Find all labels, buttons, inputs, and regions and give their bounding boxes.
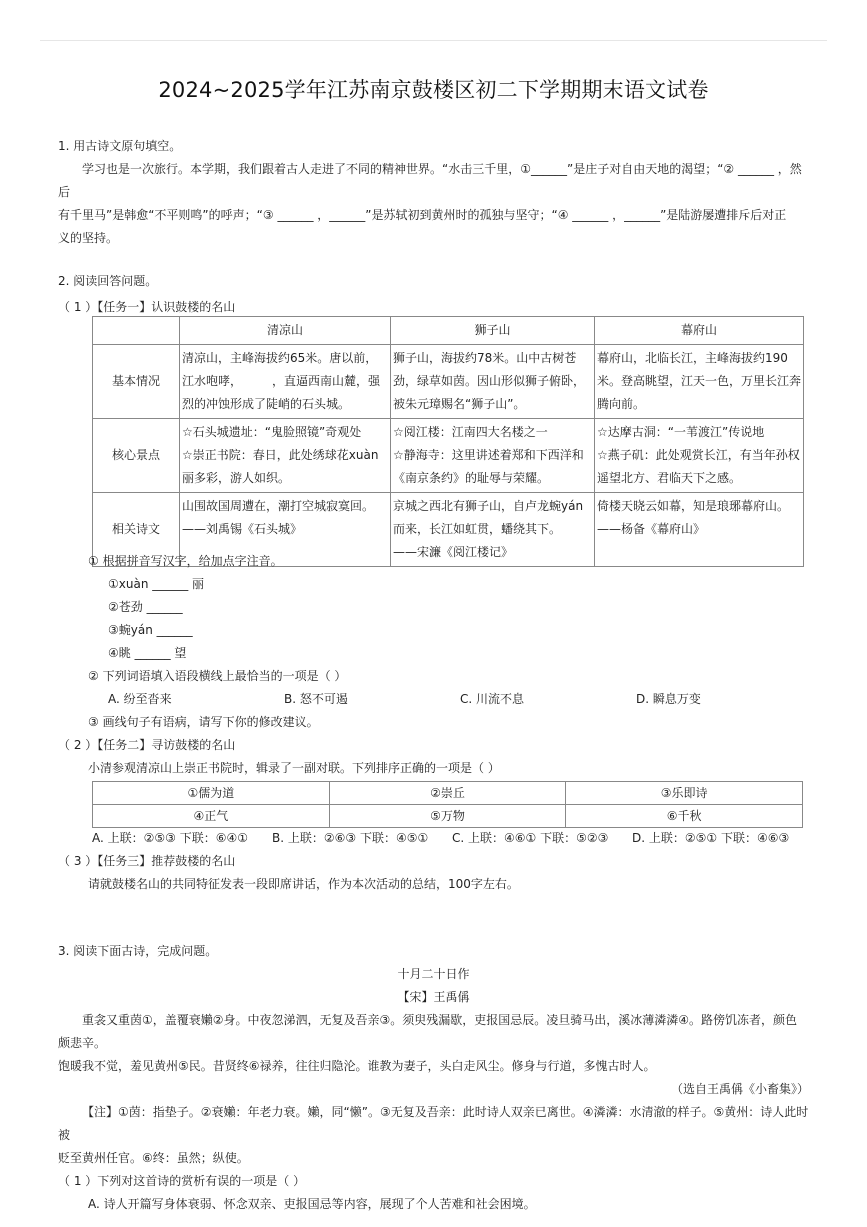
table-header-cell: 狮子山 bbox=[391, 317, 595, 345]
table-cell: 京城之西北有狮子山，自卢龙蜿yán而来，长江如虹贯，蟠绕其下。 ——宋濂《阅江楼记》 bbox=[391, 493, 595, 567]
question-1-line-2: 有千里马”是韩愈“不平则鸣”的呼声；“③ ______ ，______”是苏轼初到黄州时的孤独与坚守；“④ ______ ，______”是陆游屡遭排斥后对正 bbox=[58, 208, 787, 222]
table-row bbox=[93, 345, 804, 419]
question-2-heading: 2. 阅读回答问题。 bbox=[58, 274, 158, 288]
option-d[interactable]: D. 瞬息万变 bbox=[636, 692, 701, 706]
poem-line-2: 饱暖我不觉，羞见黄州⑤民。昔贤终⑥禄养，往往归隐沦。谁教为妻子，头白走风尘。修身与行道，多愧古时人。 bbox=[58, 1059, 656, 1073]
table-cell: 清凉山，主峰海拔约65米。唐以前，江水咆哮， ，直逼西南山麓，强烈的冲蚀形成了陡峭的石头城。 bbox=[180, 345, 391, 419]
table-row bbox=[93, 419, 804, 493]
table-row bbox=[93, 782, 803, 805]
option-c[interactable]: C. 上联：④⑥① 下联：⑤②③ bbox=[452, 831, 609, 845]
question-3-sub-1: （ 1 ）下列对这首诗的赏析有误的一项是（ ） bbox=[58, 1174, 306, 1188]
option-b[interactable]: B. 怒不可遏 bbox=[284, 692, 348, 706]
couplet-table bbox=[92, 781, 803, 828]
task-3-text: 请就鼓楼名山的共同特征发表一段即席讲话，作为本次活动的总结，100字左右。 bbox=[88, 877, 519, 891]
row-label: 相关诗文 bbox=[93, 493, 180, 567]
task-3-heading: （ 3 ）【任务三】推荐鼓楼的名山 bbox=[58, 854, 236, 868]
poem-source: （选自王禹偁《小畜集》） bbox=[670, 1082, 809, 1096]
table-cell: ①儒为道 bbox=[93, 782, 330, 805]
task-2-3 bbox=[58, 827, 809, 896]
task-2-options bbox=[58, 827, 809, 850]
question-3-heading: 3. 阅读下面古诗，完成问题。 bbox=[58, 944, 218, 958]
option-a[interactable]: A. 诗人开篇写身体衰弱、怀念双亲、吏报国忌等内容，展现了个人苦难和社会困境。 bbox=[88, 1197, 536, 1211]
table-header-row bbox=[93, 317, 804, 345]
header-divider bbox=[40, 40, 827, 41]
task-1-subquestions bbox=[58, 550, 809, 780]
subquestion-2-options bbox=[58, 688, 809, 711]
table-cell: 山围故国周遭在，潮打空城寂寞回。 ——刘禹锡《石头城》 bbox=[180, 493, 391, 567]
table-cell: ☆阅江楼：江南四大名楼之一 ☆静海寺：这里讲述着郑和下西洋和《南京条约》的耻辱与荣耀。 bbox=[391, 419, 595, 493]
table-cell: 幕府山，北临长江，主峰海拔约190米。登高眺望，江天一色，万里长江奔腾向前。 bbox=[595, 345, 804, 419]
question-1-line-3: 义的坚持。 bbox=[58, 231, 119, 245]
subquestion-3: ③ 画线句子有语病，请写下你的修改建议。 bbox=[88, 715, 319, 729]
table-header-cell: 幕府山 bbox=[595, 317, 804, 345]
question-1-line-1: 学习也是一次旅行。本学期，我们跟着古人走进了不同的精神世界。“水击三千里，①______”是庄子对自由天地的渴望；“② ______ ，然后 bbox=[58, 162, 802, 199]
question-1-heading: 1. 用古诗文原句填空。 bbox=[58, 139, 182, 153]
task-1-heading: （ 1 ）【任务一】认识鼓楼的名山 bbox=[58, 300, 236, 314]
table-cell: 倚楼天晓云如幕，知是琅琊幕府山。 ——杨备《幕府山》 bbox=[595, 493, 804, 567]
table-cell: ☆石头城遗址：“鬼脸照镜”奇观处 ☆崇正书院：春日，此处绣球花xuàn丽多彩，游人如织。 bbox=[180, 419, 391, 493]
subquestion-1: ① 根据拼音写汉字，给加点字注音。 bbox=[88, 554, 283, 568]
option-a[interactable]: A. 上联：②⑤③ 下联：⑥④① bbox=[92, 831, 248, 845]
mountains-table bbox=[92, 316, 804, 567]
option-d[interactable]: D. 上联：②⑤① 下联：④⑥③ bbox=[632, 831, 790, 845]
task-2-heading: （ 2 ）【任务二】寻访鼓楼的名山 bbox=[58, 738, 236, 752]
row-label: 核心景点 bbox=[93, 419, 180, 493]
row-label: 基本情况 bbox=[93, 345, 180, 419]
pinyin-item: ②苍劲 ______ bbox=[108, 600, 183, 614]
question-1 bbox=[58, 135, 809, 250]
question-2 bbox=[58, 270, 809, 319]
option-b[interactable]: B. 上联：②⑥③ 下联：④⑤① bbox=[272, 831, 429, 845]
table-cell: ⑤万物 bbox=[329, 805, 566, 828]
option-a[interactable]: A. 纷至沓来 bbox=[108, 692, 172, 706]
table-cell: ③乐即诗 bbox=[566, 782, 803, 805]
pinyin-item: ①xuàn ______ 丽 bbox=[108, 577, 205, 591]
table-cell: ⑥千秋 bbox=[566, 805, 803, 828]
option-c[interactable]: C. 川流不息 bbox=[460, 692, 525, 706]
poem-line-1: 重衾又重茵①，盖覆衰嬾②身。中夜忽涕泗，无复及吾亲③。须臾残漏歇，吏报国忌辰。凌旦骑马出，溪冰薄潾潾④。路傍饥冻者，颜色颇悲辛。 bbox=[58, 1013, 798, 1050]
task-2-intro: 小清参观清凉山上崇正书院时，辑录了一副对联。下列排序正确的一项是（ ） bbox=[88, 761, 500, 775]
note-line-1: 【注】①茵：指垫子。②衰嬾：年老力衰。嬾，同“懒”。③无复及吾亲：此时诗人双亲已离世。④潾潾：水清澈的样子。⑤黄州：诗人此时被 bbox=[58, 1105, 809, 1142]
pinyin-item: ③蜿yán ______ bbox=[108, 623, 193, 637]
table-cell: ②崇丘 bbox=[329, 782, 566, 805]
pinyin-item: ④眺 ______ 望 bbox=[108, 646, 187, 660]
table-cell: 狮子山，海拔约78米。山中古树苍劲，绿草如茵。因山形似狮子俯卧，被朱元璋赐名“狮子山”。 bbox=[391, 345, 595, 419]
poem-author: 【宋】王禹偁 bbox=[397, 990, 470, 1004]
note-line-2: 贬至黄州任官。⑥终：虽然；纵使。 bbox=[58, 1151, 249, 1165]
table-header-cell: 清凉山 bbox=[180, 317, 391, 345]
table-cell: ☆达摩古洞：“一苇渡江”传说地 ☆燕子矶：此处观赏长江，有当年孙权遥望北方、君临天下之感。 bbox=[595, 419, 804, 493]
table-row bbox=[93, 805, 803, 828]
poem-title: 十月二十日作 bbox=[397, 967, 470, 981]
question-3 bbox=[58, 940, 809, 1216]
page-title: 2024~2025学年江苏南京鼓楼区初二下学期期末语文试卷 bbox=[158, 78, 709, 102]
table-cell: ④正气 bbox=[93, 805, 330, 828]
subquestion-2: ② 下列词语填入语段横线上最恰当的一项是（ ） bbox=[88, 669, 347, 683]
